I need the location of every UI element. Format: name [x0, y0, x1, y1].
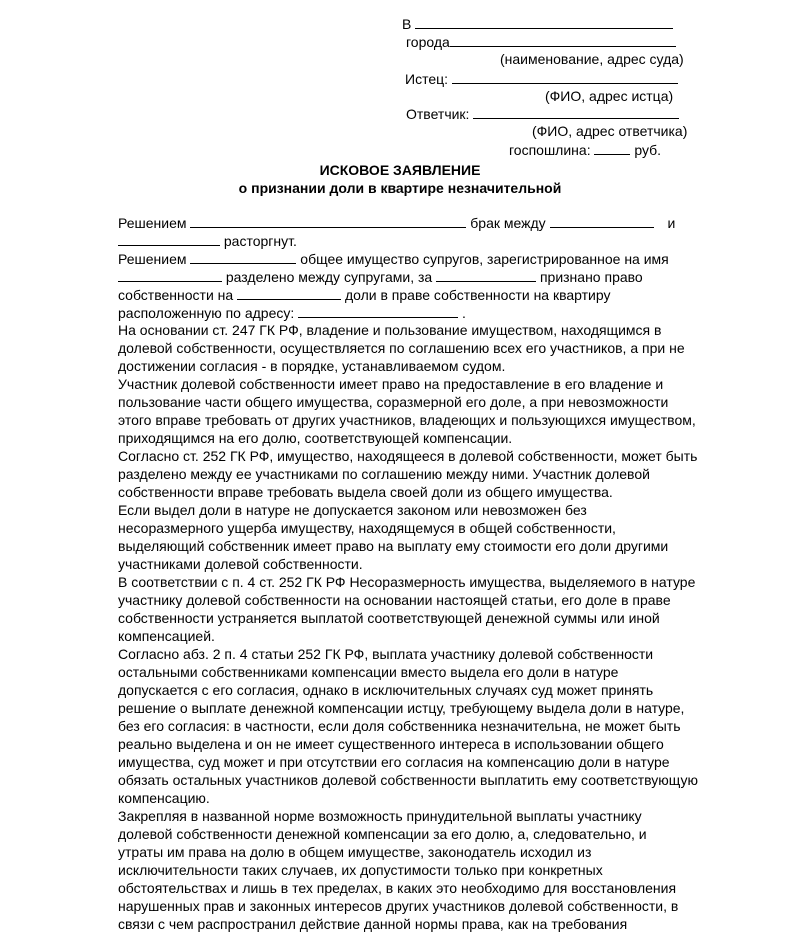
plaintiff-note: (ФИО, адрес истца)	[545, 88, 674, 104]
body-line-4	[118, 267, 643, 286]
body-text-line: долевой собственности, осуществляется по соглашению всех его участников, а при не	[118, 340, 685, 356]
body-text-line: утраты им права на долю в общем имуществе, законодатель исходил из	[118, 844, 592, 860]
body-line-2	[118, 231, 297, 250]
decision-blank-2	[190, 249, 296, 264]
defendant-blank	[473, 104, 679, 119]
city-blank	[450, 32, 676, 47]
spouse-blank-1	[550, 213, 654, 228]
fee-label: госпошлина:	[509, 142, 591, 158]
city-line	[406, 32, 676, 51]
body-text-line: собственности устраняется выплатой соответствующей денежной суммы или иной	[118, 610, 660, 626]
address-blank	[298, 303, 458, 318]
text-divided: разделено между супругами, за	[225, 269, 433, 285]
plaintiff-label: Истец:	[405, 71, 449, 87]
body-text-line: пользование части общего имущества, соразмерной его доле, а при невозможности	[118, 394, 669, 410]
fee-blank	[594, 140, 630, 155]
court-note: (наименование, адрес суда)	[500, 51, 684, 67]
body-text-line: нарушенных прав и законных интересов других участников долевой собственности, в	[118, 898, 679, 914]
plaintiff-blank	[452, 69, 678, 84]
text-share-in-apartment: доли в праве собственности на квартиру	[344, 287, 611, 303]
fee-line	[509, 140, 661, 159]
body-text-line: Закрепляя в названной норме возможность принудительной выплаты участнику	[118, 808, 642, 824]
plaintiff-line	[405, 69, 678, 88]
body-text-line: Если выдел доли в натуре не допускается законом или невозможен без	[118, 502, 587, 518]
body-text-line: На основании ст. 247 ГК РФ, владение и пользование имуществом, находящимся в	[118, 322, 662, 338]
share-blank	[237, 285, 341, 300]
defendant-label: Ответчик:	[406, 106, 470, 122]
court-blank	[415, 14, 673, 29]
owner-name-blank	[118, 267, 222, 282]
body-text-line: несоразмерного ущерба имуществу, находящемуся в общей собственности,	[118, 520, 616, 536]
text-right-recognized: признано право	[539, 269, 643, 285]
body-text-line: долевой собственности денежной компенсации за его долю, а, следовательно, и	[118, 826, 647, 842]
body-text-line: этого вправе требовать от других участников, владеющих и пользующихся имуществом,	[118, 412, 696, 428]
text-decision-2: Решением	[118, 251, 187, 267]
recipient-blank	[436, 267, 536, 282]
body-text-line: остальными собственниками компенсации вместо выдела его доли в натуре	[118, 664, 619, 680]
defendant-note: (ФИО, адрес ответчика)	[532, 123, 688, 139]
fee-unit: руб.	[634, 142, 662, 158]
body-text-line: допускается с его согласия, однако в исключительных случаях суд может принять	[118, 682, 654, 698]
court-line	[402, 14, 673, 33]
body-text-line: разделено между ее участниками по соглашению между ними. Участник долевой	[118, 466, 650, 482]
text-marriage-between: брак между	[470, 215, 546, 231]
body-text-line: реально выделена и он не имеет существенного интереса в использовании общего	[118, 736, 664, 752]
document-title: ИСКОВОЕ ЗАЯВЛЕНИЕ	[319, 162, 481, 178]
court-prefix: В	[402, 16, 412, 32]
body-text-line: обязать остальных участников долевой собственности выплатить ему соответствующую	[118, 772, 698, 788]
body-text-line: приходящимся на его долю, соответствующей компенсации.	[118, 430, 513, 446]
body-line-5	[118, 285, 611, 304]
text-period: .	[462, 305, 466, 321]
body-text-line: имущества, суд может и при отсутствии его согласия на компенсацию доли в натуре	[118, 754, 670, 770]
text-located-at: расположенную по адресу:	[118, 305, 295, 321]
text-ownership-of: собственности на	[118, 287, 234, 303]
body-text-line: связи с чем распространил действие данной нормы права, как на требования	[118, 916, 628, 932]
body-line-6	[118, 303, 466, 322]
body-text-line: без его согласия: в частности, если доля собственника незначительна, не может быть	[118, 718, 681, 734]
defendant-line	[406, 104, 679, 123]
text-decision-1: Решением	[118, 215, 187, 231]
spouse-blank-2	[118, 231, 220, 246]
body-line-3	[118, 249, 669, 268]
decision-blank-1	[190, 213, 466, 228]
body-text-line: исключительности таких случаев, их допустимости только при конкретных	[118, 862, 603, 878]
body-line-1	[118, 213, 675, 232]
city-label: города	[406, 34, 450, 50]
body-text-line: Согласно ст. 252 ГК РФ, имущество, находящееся в долевой собственности, может быть	[118, 448, 698, 464]
body-text-line: Участник долевой собственности имеет право на предоставление в его владение и	[118, 376, 664, 392]
body-text-line: обстоятельствах и лишь в тех пределах, в каких это необходимо для восстановления	[118, 880, 677, 896]
body-text-line: собственности вправе требовать выдела своей доли из общего имущества.	[118, 484, 613, 500]
body-text-line: В соответствии с п. 4 ст. 252 ГК РФ Несоразмерность имущества, выделяемого в натуре	[118, 574, 696, 590]
text-common-property: общее имущество супругов, зарегистрированное на имя	[300, 251, 669, 267]
body-text-line: решение о выплате денежной компенсации истцу, требующему выдела доли в натуре,	[118, 700, 685, 716]
body-text-line: участнику долевой собственности на основании настоящей статьи, его доле в праве	[118, 592, 671, 608]
text-dissolved: расторгнут.	[223, 233, 297, 249]
body-text-line: Согласно абз. 2 п. 4 статьи 252 ГК РФ, выплата участнику долевой собственности	[118, 646, 654, 662]
text-and: и	[667, 215, 676, 231]
document-subtitle: о признании доли в квартире незначительной	[238, 180, 562, 196]
body-text-line: компенсацией.	[118, 628, 215, 644]
body-text-line: выделяющий собственник имеет право на выплату ему стоимости его доли другими	[118, 538, 669, 554]
body-text-line: компенсацию.	[118, 790, 210, 806]
body-text-line: достижении согласия - в порядке, устанавливаемом судом.	[118, 358, 506, 374]
body-text-line: участниками долевой собственности.	[118, 556, 363, 572]
